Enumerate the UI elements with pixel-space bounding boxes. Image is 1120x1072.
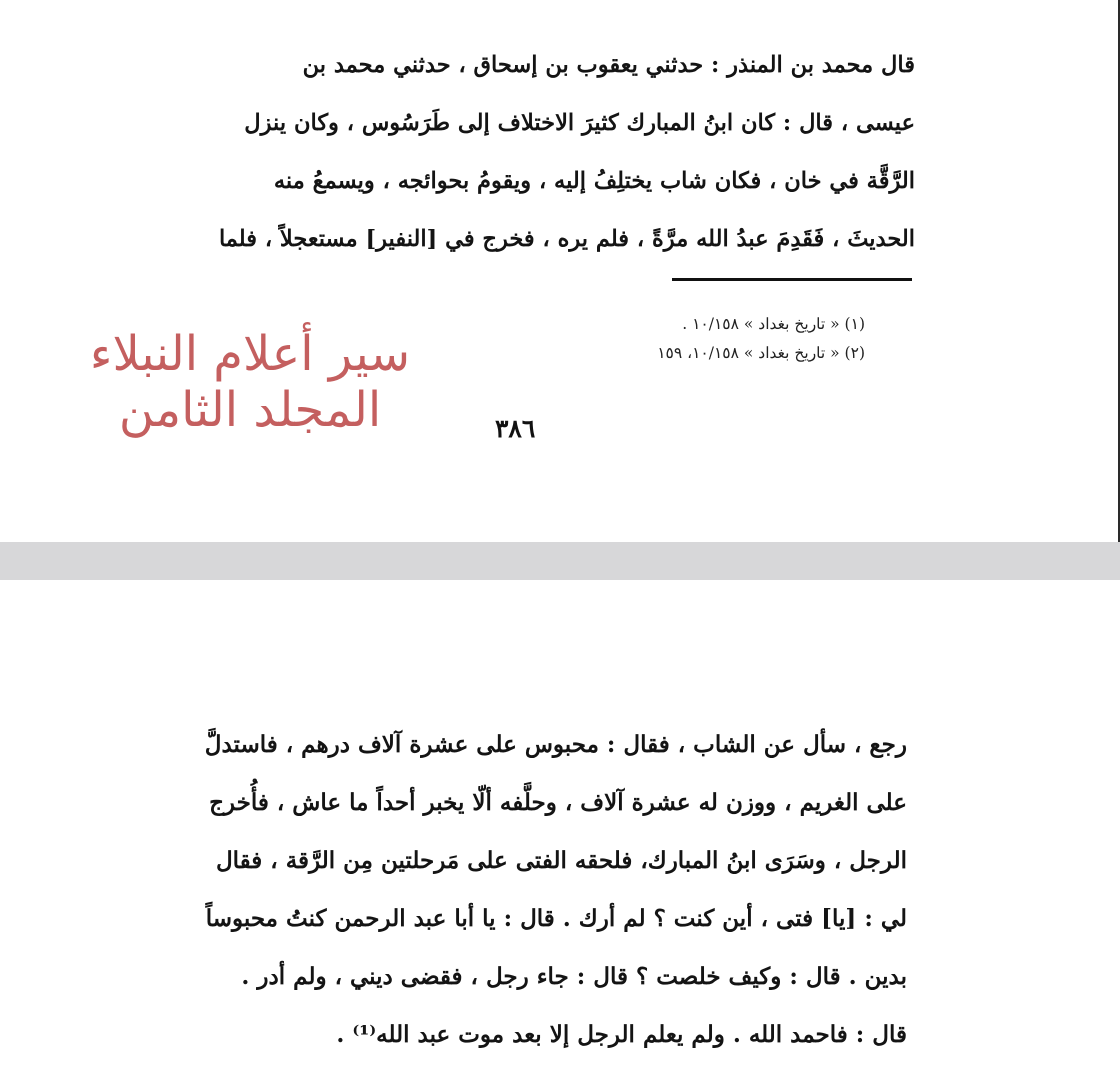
watermark-volume: المجلد الثامن	[118, 382, 382, 438]
text-line: قال محمد بن المنذر : حدثني يعقوب بن إسحاق ، حدثني محمد بن	[302, 52, 915, 78]
text-line: رجع ، سأل عن الشاب ، فقال : محبوس على عشرة آلاف درهم ، فاستدلَّ	[204, 731, 907, 758]
text-line: لي : [يا] فتى ، أين كنت ؟ لم أرك . قال : يا أبا عبد الرحمن كنتُ محبوساً	[205, 905, 907, 932]
bottom-page-body-text	[117, 716, 907, 1064]
footnote-separator-rule	[672, 278, 912, 281]
text-line: بدين . قال : وكيف خلصت ؟ قال : جاء رجل ، فقضى ديني ، ولم أدر .	[241, 963, 907, 990]
footnotes	[657, 310, 865, 368]
book-title-watermark	[66, 326, 434, 438]
footnote-2: (٢) « تاريخ بغداد » ١٠/١٥٨، ١٥٩	[657, 344, 865, 362]
text-line: الرجل ، وسَرَى ابنُ المبارك، فلحقه الفتى على مَرحلتين مِن الرَّقة ، فقال	[215, 847, 907, 874]
footnote-1: (١) « تاريخ بغداد » ١٠/١٥٨ .	[682, 315, 865, 333]
top-page-body-text	[145, 36, 915, 268]
page-number: ٣٨٦	[495, 414, 536, 443]
page-separator-bar	[0, 542, 1120, 580]
text-line: قال : فاحمد الله . ولم يعلم الرجل إلا بعد موت عبد الله⁽¹⁾ .	[336, 1021, 907, 1048]
text-line: على الغريم ، ووزن له عشرة آلاف ، وحلَّفه ألّا يخبر أحداً ما عاش ، فأُخرج	[209, 789, 907, 816]
watermark-title: سير أعلام النبلاء	[89, 326, 411, 382]
text-line: عيسى ، قال : كان ابنُ المبارك كثيرَ الاختلاف إلى طَرَسُوس ، وكان ينزل	[244, 110, 915, 136]
text-line: الحديثَ ، فَقَدِمَ عبدُ الله مرَّةً ، فلم يره ، فخرج في [النفير] مستعجلاً ، فلما	[218, 226, 915, 252]
text-line: الرَّقَّة في خان ، فكان شاب يختلِفُ إليه ، ويقومُ بحوائجه ، ويسمعُ منه	[273, 168, 915, 194]
